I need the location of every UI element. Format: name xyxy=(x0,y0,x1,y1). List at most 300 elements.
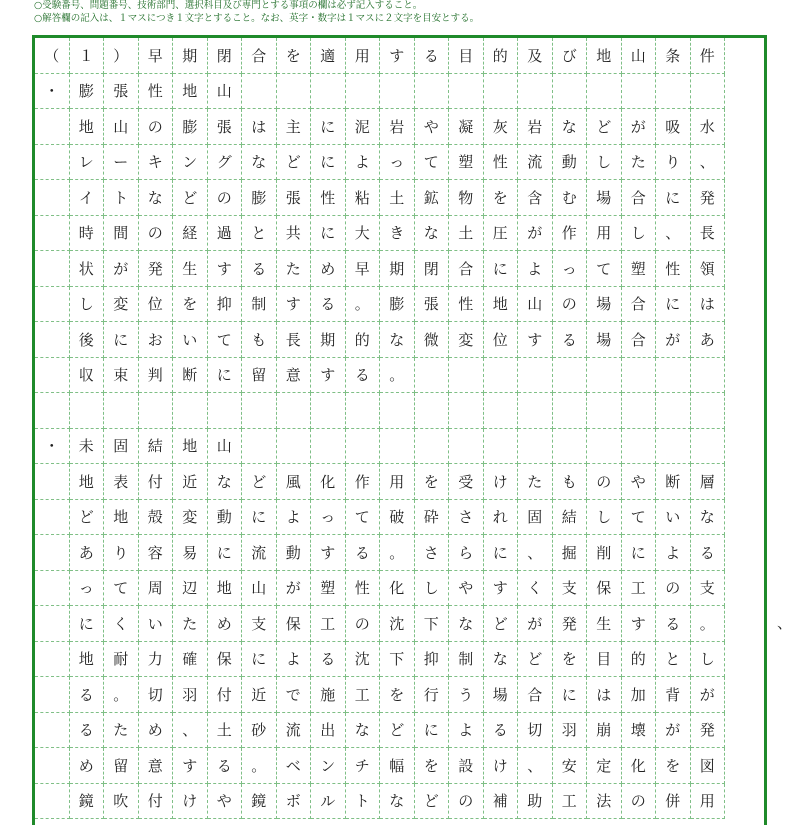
grid-cell: 後 xyxy=(70,322,105,358)
grid-cell: し xyxy=(587,145,622,181)
grid-cell xyxy=(380,429,415,465)
grid-cell: な xyxy=(208,464,243,500)
grid-cell xyxy=(70,393,105,429)
grid-cell xyxy=(311,74,346,110)
grid-cell: を xyxy=(484,180,519,216)
grid-cell: が xyxy=(518,606,553,642)
grid-cell: る xyxy=(346,358,381,394)
grid-cell: 層 xyxy=(691,464,726,500)
grid-cell: 用 xyxy=(587,216,622,252)
grid-cell: 掘 xyxy=(553,535,588,571)
grid-cell: る xyxy=(656,606,691,642)
grid-cell: の xyxy=(139,216,174,252)
grid-cell: 支 xyxy=(691,571,726,607)
grid-cell: 適 xyxy=(311,38,346,74)
grid-cell: る xyxy=(311,642,346,678)
grid-cell: 張 xyxy=(277,180,312,216)
grid-cell: 沈 xyxy=(346,642,381,678)
grid-cell xyxy=(518,429,553,465)
grid-cell xyxy=(35,713,70,749)
grid-cell: １ xyxy=(70,38,105,74)
grid-cell: 山 xyxy=(518,287,553,323)
grid-cell: が xyxy=(622,109,657,145)
grid-cell: ベ xyxy=(277,748,312,784)
grid-cell: 動 xyxy=(277,535,312,571)
grid-cell: 。 xyxy=(691,606,726,642)
grid-cell: 工 xyxy=(622,571,657,607)
grid-cell: 羽 xyxy=(173,677,208,713)
grid-cell: 工 xyxy=(346,677,381,713)
grid-cell: き xyxy=(380,216,415,252)
grid-cell xyxy=(380,74,415,110)
grid-cell: の xyxy=(656,571,691,607)
grid-cell: 破 xyxy=(380,500,415,536)
grid-cell xyxy=(518,358,553,394)
grid-cell: 件 xyxy=(691,38,726,74)
grid-cell: 位 xyxy=(139,287,174,323)
grid-cell: る xyxy=(484,713,519,749)
grid-cell: 保 xyxy=(208,642,243,678)
grid-cell: す xyxy=(622,606,657,642)
grid-cell: 羽 xyxy=(553,713,588,749)
grid-cell: て xyxy=(346,500,381,536)
grid-cell: の xyxy=(208,180,243,216)
grid-cell: 工 xyxy=(311,606,346,642)
grid-cell xyxy=(691,429,726,465)
grid-cell: の xyxy=(346,606,381,642)
grid-cell xyxy=(35,464,70,500)
grid-cell xyxy=(346,74,381,110)
grid-cell: れ xyxy=(484,500,519,536)
grid-cell: 灰 xyxy=(484,109,519,145)
grid-cell: に xyxy=(242,642,277,678)
grid-cell: 圧 xyxy=(484,216,519,252)
grid-cell: た xyxy=(277,251,312,287)
grid-cell xyxy=(656,74,691,110)
grid-cell: る xyxy=(208,748,243,784)
grid-cell: 地 xyxy=(208,571,243,607)
grid-cell: を xyxy=(173,287,208,323)
grid-cell: 周 xyxy=(139,571,174,607)
grid-cell: を xyxy=(415,464,450,500)
grid-cell: 。 xyxy=(242,748,277,784)
grid-cell: 過 xyxy=(208,216,243,252)
grid-cell: 塑 xyxy=(311,571,346,607)
grid-cell: を xyxy=(415,748,450,784)
grid-cell: 変 xyxy=(104,287,139,323)
grid-cell: 早 xyxy=(139,38,174,74)
grid-cell: い xyxy=(656,500,691,536)
grid-cell: 作 xyxy=(553,216,588,252)
grid-cell: ど xyxy=(277,145,312,181)
grid-cell: 場 xyxy=(587,180,622,216)
grid-cell: 併 xyxy=(656,784,691,820)
grid-cell: 性 xyxy=(449,287,484,323)
grid-cell: い xyxy=(139,606,174,642)
grid-cell: 状 xyxy=(70,251,105,287)
grid-cell: 作 xyxy=(346,464,381,500)
grid-cell: に xyxy=(208,358,243,394)
grid-cell: し xyxy=(622,216,657,252)
grid-cell: 用 xyxy=(380,464,415,500)
grid-cell: 近 xyxy=(173,464,208,500)
grid-cell: 性 xyxy=(311,180,346,216)
grid-cell: を xyxy=(656,748,691,784)
grid-cell: 張 xyxy=(208,109,243,145)
grid-cell xyxy=(35,109,70,145)
grid-cell: 支 xyxy=(553,571,588,607)
grid-cell: 地 xyxy=(70,109,105,145)
grid-cell: 長 xyxy=(691,216,726,252)
grid-cell: 受 xyxy=(449,464,484,500)
grid-cell: 力 xyxy=(139,642,174,678)
grid-cell: る xyxy=(70,713,105,749)
grid-cell xyxy=(35,571,70,607)
grid-cell: 断 xyxy=(173,358,208,394)
grid-cell: 用 xyxy=(346,38,381,74)
grid-cell xyxy=(35,216,70,252)
grid-cell: て xyxy=(104,571,139,607)
grid-cell xyxy=(35,642,70,678)
grid-cell: る xyxy=(553,322,588,358)
grid-cell: 近 xyxy=(242,677,277,713)
grid-cell: け xyxy=(173,784,208,820)
grid-cell: 。 xyxy=(380,358,415,394)
grid-cell: 性 xyxy=(484,145,519,181)
grid-cell xyxy=(484,358,519,394)
grid-cell: た xyxy=(518,464,553,500)
grid-cell: さ xyxy=(449,500,484,536)
grid-cell: 変 xyxy=(449,322,484,358)
grid-cell: チ xyxy=(346,748,381,784)
grid-cell: や xyxy=(449,571,484,607)
grid-cell: 断 xyxy=(656,464,691,500)
grid-cell: 砂 xyxy=(242,713,277,749)
grid-cell: 早 xyxy=(346,251,381,287)
grid-cell: イ xyxy=(70,180,105,216)
grid-cell xyxy=(587,393,622,429)
grid-cell: の xyxy=(139,109,174,145)
grid-cell: も xyxy=(553,464,588,500)
grid-cell: 合 xyxy=(518,677,553,713)
grid-cell: び xyxy=(553,38,588,74)
grid-cell: 付 xyxy=(208,677,243,713)
grid-cell: 風 xyxy=(277,464,312,500)
grid-cell: よ xyxy=(277,500,312,536)
grid-cell: 場 xyxy=(587,322,622,358)
grid-cell: 鉱 xyxy=(415,180,450,216)
grid-cell: を xyxy=(553,642,588,678)
grid-cell: に xyxy=(311,145,346,181)
grid-cell: ） xyxy=(104,38,139,74)
grid-cell: 切 xyxy=(518,713,553,749)
grid-cell: 保 xyxy=(587,571,622,607)
grid-cell xyxy=(553,74,588,110)
grid-cell: に xyxy=(70,606,105,642)
grid-cell: キ xyxy=(139,145,174,181)
grid-cell: な xyxy=(242,145,277,181)
grid-cell xyxy=(35,393,70,429)
grid-cell xyxy=(553,429,588,465)
grid-cell: 、 xyxy=(656,216,691,252)
grid-cell: 法 xyxy=(587,784,622,820)
grid-cell: 地 xyxy=(173,74,208,110)
grid-cell: 期 xyxy=(173,38,208,74)
grid-cell: な xyxy=(484,642,519,678)
grid-cell xyxy=(35,251,70,287)
grid-cell: 背 xyxy=(656,677,691,713)
grid-cell: っ xyxy=(311,500,346,536)
grid-cell: 合 xyxy=(242,38,277,74)
grid-cell: め xyxy=(208,606,243,642)
grid-cell: の xyxy=(553,287,588,323)
grid-cell: グ xyxy=(208,145,243,181)
grid-cell xyxy=(173,393,208,429)
grid-cell: 設 xyxy=(449,748,484,784)
grid-cell xyxy=(587,429,622,465)
grid-cell: ・ xyxy=(35,429,70,465)
grid-cell: る xyxy=(691,535,726,571)
grid-cell: に xyxy=(656,180,691,216)
grid-cell: 位 xyxy=(484,322,519,358)
grid-cell: の xyxy=(622,784,657,820)
grid-cell xyxy=(449,393,484,429)
grid-cell xyxy=(35,677,70,713)
grid-cell: 期 xyxy=(311,322,346,358)
grid-cell: 定 xyxy=(587,748,622,784)
grid-cell: 補 xyxy=(484,784,519,820)
grid-cell: ど xyxy=(380,713,415,749)
grid-cell: 流 xyxy=(242,535,277,571)
grid-cell: く xyxy=(104,606,139,642)
grid-cell: に xyxy=(656,287,691,323)
grid-cell: し xyxy=(691,642,726,678)
grid-cell xyxy=(311,393,346,429)
grid-cell: 化 xyxy=(380,571,415,607)
grid-cell: に xyxy=(622,535,657,571)
grid-cell: 吹 xyxy=(104,784,139,820)
grid-cell: 削 xyxy=(587,535,622,571)
grid-cell: ど xyxy=(70,500,105,536)
grid-cell: 目 xyxy=(587,642,622,678)
grid-cell xyxy=(518,74,553,110)
grid-cell: 生 xyxy=(173,251,208,287)
grid-cell: 切 xyxy=(139,677,174,713)
grid-cell: 閉 xyxy=(208,38,243,74)
grid-cell: す xyxy=(311,535,346,571)
grid-cell xyxy=(415,429,450,465)
grid-cell xyxy=(449,74,484,110)
grid-cell: 目 xyxy=(449,38,484,74)
grid-cell: や xyxy=(208,784,243,820)
grid-cell: た xyxy=(173,606,208,642)
grid-cell: 確 xyxy=(173,642,208,678)
grid-cell: ら xyxy=(449,535,484,571)
grid-cell: る xyxy=(346,535,381,571)
grid-cell: す xyxy=(208,251,243,287)
grid-cell: て xyxy=(415,145,450,181)
grid-cell: 膨 xyxy=(242,180,277,216)
grid-cell: レ xyxy=(70,145,105,181)
grid-cell: 表 xyxy=(104,464,139,500)
grid-cell: 付 xyxy=(139,784,174,820)
grid-cell: す xyxy=(518,322,553,358)
grid-cell: 留 xyxy=(104,748,139,784)
grid-cell: に xyxy=(484,535,519,571)
grid-cell: て xyxy=(208,322,243,358)
grid-cell xyxy=(35,322,70,358)
grid-cell: 鏡 xyxy=(242,784,277,820)
grid-cell: 、 xyxy=(173,713,208,749)
grid-cell: 岩 xyxy=(518,109,553,145)
grid-cell: す xyxy=(277,287,312,323)
grid-cell: っ xyxy=(553,251,588,287)
grid-cell: め xyxy=(139,713,174,749)
grid-cell: ど xyxy=(415,784,450,820)
grid-cell: 留 xyxy=(242,358,277,394)
grid-cell: 図 xyxy=(691,748,726,784)
grid-cell: は xyxy=(242,109,277,145)
grid-cell: 山 xyxy=(208,74,243,110)
grid-cell: 抑 xyxy=(208,287,243,323)
grid-cell: 場 xyxy=(587,287,622,323)
grid-cell: 地 xyxy=(173,429,208,465)
grid-cell: や xyxy=(415,109,450,145)
grid-cell: 発 xyxy=(139,251,174,287)
grid-cell xyxy=(622,429,657,465)
grid-cell xyxy=(35,784,70,820)
grid-cell: 固 xyxy=(104,429,139,465)
grid-cell: 土 xyxy=(208,713,243,749)
grid-cell: る xyxy=(311,287,346,323)
grid-cell: め xyxy=(70,748,105,784)
grid-cell xyxy=(208,393,243,429)
grid-cell: 崩 xyxy=(587,713,622,749)
grid-cell: 、 xyxy=(518,748,553,784)
overflow-punctuation: 、 xyxy=(777,614,793,632)
grid-cell: な xyxy=(139,180,174,216)
grid-cell: な xyxy=(380,784,415,820)
grid-cell: 。 xyxy=(104,677,139,713)
grid-cell: 発 xyxy=(553,606,588,642)
grid-cell: 制 xyxy=(242,287,277,323)
grid-cell xyxy=(622,393,657,429)
grid-cell: 合 xyxy=(622,322,657,358)
grid-cell: 性 xyxy=(656,251,691,287)
grid-cell: 下 xyxy=(415,606,450,642)
grid-cell xyxy=(415,358,450,394)
grid-cell: よ xyxy=(656,535,691,571)
grid-cell: 行 xyxy=(415,677,450,713)
grid-cell: の xyxy=(587,464,622,500)
grid-cell xyxy=(242,393,277,429)
grid-cell: 地 xyxy=(70,642,105,678)
grid-cell: け xyxy=(484,464,519,500)
grid-cell xyxy=(691,358,726,394)
grid-cell: 水 xyxy=(691,109,726,145)
grid-cell: 意 xyxy=(139,748,174,784)
grid-cell: 塑 xyxy=(622,251,657,287)
grid-cell: が xyxy=(656,713,691,749)
grid-cell xyxy=(35,535,70,571)
grid-cell xyxy=(656,358,691,394)
grid-cell: 抑 xyxy=(415,642,450,678)
grid-cell: に xyxy=(208,535,243,571)
grid-cell: い xyxy=(173,322,208,358)
grid-cell: ど xyxy=(484,606,519,642)
grid-cell xyxy=(35,500,70,536)
grid-cell xyxy=(139,393,174,429)
grid-cell: よ xyxy=(518,251,553,287)
grid-cell: は xyxy=(587,677,622,713)
grid-cell: あ xyxy=(691,322,726,358)
grid-cell: ボ xyxy=(277,784,312,820)
grid-cell: 膨 xyxy=(173,109,208,145)
grid-cell: 領 xyxy=(691,251,726,287)
grid-cell xyxy=(242,74,277,110)
grid-cell: は xyxy=(691,287,726,323)
grid-cell: る xyxy=(70,677,105,713)
grid-cell xyxy=(35,180,70,216)
grid-cell: 助 xyxy=(518,784,553,820)
grid-cell xyxy=(35,606,70,642)
grid-cell: 流 xyxy=(277,713,312,749)
grid-cell: 変 xyxy=(173,500,208,536)
grid-cell: 鏡 xyxy=(70,784,105,820)
grid-cell: 合 xyxy=(622,287,657,323)
grid-cell: く xyxy=(518,571,553,607)
grid-cell: 長 xyxy=(277,322,312,358)
grid-cell: な xyxy=(346,713,381,749)
grid-cell: を xyxy=(277,38,312,74)
grid-cell: ン xyxy=(173,145,208,181)
grid-cell: 、 xyxy=(518,535,553,571)
grid-cell: 付 xyxy=(139,464,174,500)
grid-cell xyxy=(380,393,415,429)
grid-cell: る xyxy=(415,38,450,74)
grid-cell: で xyxy=(277,677,312,713)
grid-cell: 殻 xyxy=(139,500,174,536)
grid-cell: し xyxy=(587,500,622,536)
grid-cell: 時 xyxy=(70,216,105,252)
grid-cell: 的 xyxy=(622,642,657,678)
grid-cell: に xyxy=(242,500,277,536)
grid-cell: 山 xyxy=(622,38,657,74)
grid-cell: 容 xyxy=(139,535,174,571)
instruction-line: ○受験番号、問題番号、技術部門、選択科目及び専門とする事項の欄は必ず記入すること。 xyxy=(34,0,423,11)
grid-cell: 山 xyxy=(242,571,277,607)
grid-cell: 流 xyxy=(518,145,553,181)
grid-cell xyxy=(484,74,519,110)
grid-cell: の xyxy=(449,784,484,820)
grid-cell: よ xyxy=(277,642,312,678)
grid-cell: 耐 xyxy=(104,642,139,678)
grid-cell: な xyxy=(380,322,415,358)
grid-cell: が xyxy=(691,677,726,713)
answer-grid xyxy=(35,38,725,819)
grid-cell: っ xyxy=(70,571,105,607)
grid-cell: 施 xyxy=(311,677,346,713)
grid-cell: り xyxy=(104,535,139,571)
grid-cell: 張 xyxy=(104,74,139,110)
grid-cell: 物 xyxy=(449,180,484,216)
grid-cell: ン xyxy=(311,748,346,784)
grid-cell: 主 xyxy=(277,109,312,145)
grid-cell: 安 xyxy=(553,748,588,784)
grid-cell: 及 xyxy=(518,38,553,74)
grid-cell: ー xyxy=(104,145,139,181)
grid-cell: お xyxy=(139,322,174,358)
